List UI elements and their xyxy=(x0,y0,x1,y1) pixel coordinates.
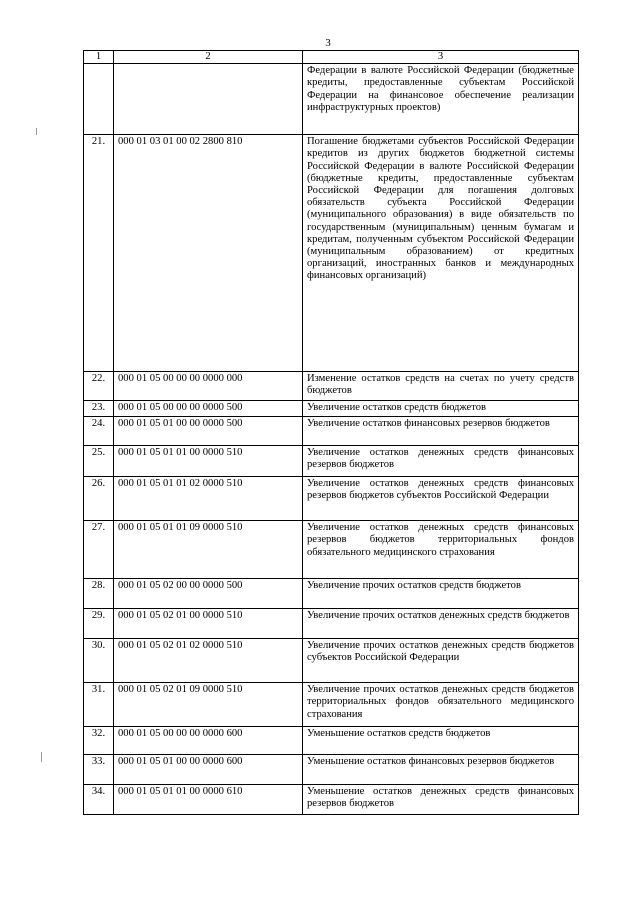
row-description: Увеличение прочих остатков денежных средств бюджетов субъектов Российской Федерации xyxy=(303,639,579,683)
table-row xyxy=(84,639,579,683)
row-number: 25. xyxy=(84,446,114,477)
scan-mark-left-bottom xyxy=(41,752,42,762)
table-row xyxy=(84,477,579,521)
table-row xyxy=(84,727,579,755)
row-number: 29. xyxy=(84,609,114,639)
budget-code: 000 01 05 01 01 02 0000 510 xyxy=(114,477,303,521)
budget-code: 000 01 05 02 01 02 0000 510 xyxy=(114,639,303,683)
budget-code: 000 01 05 02 00 00 0000 500 xyxy=(114,579,303,609)
table-row xyxy=(84,372,579,401)
row-description: Увеличение остатков денежных средств финансовых резервов бюджетов xyxy=(303,446,579,477)
budget-code: 000 01 05 00 00 00 0000 500 xyxy=(114,401,303,417)
row-number xyxy=(84,64,114,135)
row-number: 34. xyxy=(84,785,114,815)
page-number: 3 xyxy=(325,37,331,49)
row-number: 21. xyxy=(84,135,114,372)
table-row xyxy=(84,401,579,417)
row-description: Уменьшение остатков финансовых резервов бюджетов xyxy=(303,755,579,785)
budget-code: 000 01 05 01 00 00 0000 500 xyxy=(114,417,303,446)
row-number: 33. xyxy=(84,755,114,785)
budget-code: 000 01 05 01 01 00 0000 510 xyxy=(114,446,303,477)
row-description: Федерации в валюте Российской Федерации (бюджетные кредиты, предоставленные субъектам Российской Федерации на финансовое обеспечение реализации инфраструктурных проектов) xyxy=(303,64,579,135)
row-description: Уменьшение остатков денежных средств финансовых резервов бюджетов xyxy=(303,785,579,815)
budget-codes-table xyxy=(83,50,579,815)
budget-code xyxy=(114,64,303,135)
table-row xyxy=(84,683,579,727)
column-header-2: 2 xyxy=(114,51,303,64)
row-description: Увеличение прочих остатков денежных средств бюджетов xyxy=(303,609,579,639)
row-description: Погашение бюджетами субъектов Российской Федерации кредитов из других бюджетов бюджетной системы Российской Федерации в валюте Российской Федерации (бюджетные кредиты, предоставленные субъектам Российской Федерации для погашения долговых обязательств субъекта Российской Федерации (муниципального образования) в виде обязательств по государственным (муниципальным) ценным бумагам и кредитам, полученным субъектом Российской Федерации (муниципальным образованием) от кредитных организаций, иностранных банков и международных финансовых организаций) xyxy=(303,135,579,372)
budget-code: 000 01 05 00 00 00 0000 600 xyxy=(114,727,303,755)
row-description: Увеличение прочих остатков средств бюджетов xyxy=(303,579,579,609)
budget-code: 000 01 05 00 00 00 0000 000 xyxy=(114,372,303,401)
table-row xyxy=(84,417,579,446)
column-header-3: 3 xyxy=(303,51,579,64)
row-description: Увеличение остатков средств бюджетов xyxy=(303,401,579,417)
column-header-1: 1 xyxy=(84,51,114,64)
row-number: 24. xyxy=(84,417,114,446)
budget-code: 000 01 05 01 01 09 0000 510 xyxy=(114,521,303,579)
table-row xyxy=(84,521,579,579)
budget-code: 000 01 03 01 00 02 2800 810 xyxy=(114,135,303,372)
row-description: Уменьшение остатков средств бюджетов xyxy=(303,727,579,755)
budget-code: 000 01 05 01 01 00 0000 610 xyxy=(114,785,303,815)
row-description: Увеличение остатков денежных средств финансовых резервов бюджетов территориальных фондов обязательного медицинского страхования xyxy=(303,521,579,579)
row-number: 22. xyxy=(84,372,114,401)
table-row xyxy=(84,446,579,477)
row-description: Увеличение остатков финансовых резервов бюджетов xyxy=(303,417,579,446)
table-header-row xyxy=(84,51,579,64)
row-number: 28. xyxy=(84,579,114,609)
table-row xyxy=(84,135,579,372)
row-description: Увеличение остатков денежных средств финансовых резервов бюджетов субъектов Российской Федерации xyxy=(303,477,579,521)
table-row xyxy=(84,609,579,639)
row-number: 26. xyxy=(84,477,114,521)
table-row xyxy=(84,755,579,785)
budget-code: 000 01 05 02 01 00 0000 510 xyxy=(114,609,303,639)
row-description: Изменение остатков средств на счетах по учету средств бюджетов xyxy=(303,372,579,401)
table-row xyxy=(84,785,579,815)
row-number: 31. xyxy=(84,683,114,727)
row-number: 23. xyxy=(84,401,114,417)
table-row xyxy=(84,579,579,609)
row-number: 27. xyxy=(84,521,114,579)
row-number: 30. xyxy=(84,639,114,683)
table-row xyxy=(84,64,579,135)
row-number: 32. xyxy=(84,727,114,755)
row-description: Увеличение прочих остатков денежных средств бюджетов территориальных фондов обязательного медицинского страхования xyxy=(303,683,579,727)
budget-code: 000 01 05 01 00 00 0000 600 xyxy=(114,755,303,785)
scan-mark-left-top xyxy=(36,128,37,135)
budget-code: 000 01 05 02 01 09 0000 510 xyxy=(114,683,303,727)
